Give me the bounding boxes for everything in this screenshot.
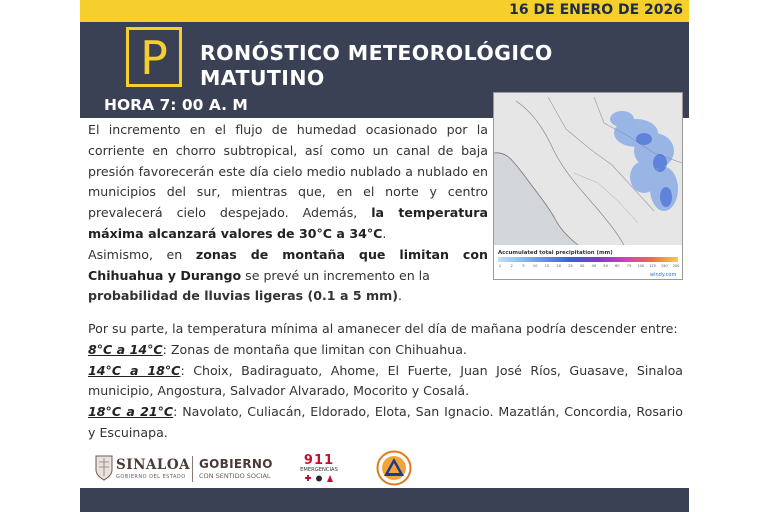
map-legend-scale bbox=[498, 257, 678, 262]
forecast-paragraph-1 bbox=[88, 120, 488, 286]
map-legend-tick: 10 bbox=[532, 264, 538, 268]
sinaloa-shield-icon bbox=[94, 454, 114, 482]
emergency-911-logo bbox=[298, 453, 340, 485]
p1-text-2: . bbox=[382, 225, 387, 241]
p1-text-1: El incremento en el flujo de humedad ocasionado por la corriente en chorro subtropical, así como un canal de baja presión favorecerán este día cielo medio nublado a nublado en municipios del sur, mientras que, en el norte y centro prevalecerá cielo despejado. Además, bbox=[88, 122, 488, 221]
forecast-paragraph-2 bbox=[88, 286, 683, 307]
map-legend-tick: 5 bbox=[522, 264, 525, 268]
title-initial: P bbox=[140, 31, 168, 85]
report-time: HORA 7: 00 A. M bbox=[104, 96, 248, 114]
map-legend-tick: 100 bbox=[637, 264, 645, 268]
civil-protection-emblem-icon bbox=[376, 450, 412, 486]
p1-text-3: Asimismo, en bbox=[88, 246, 196, 262]
range-1-text: : Zonas de montaña que limitan con Chihuahua. bbox=[162, 341, 467, 357]
p2-bold-1: probabilidad de lluvias ligeras (0.1 a 5 mm) bbox=[88, 288, 398, 303]
p1-text-4: se prevé un incremento en la bbox=[241, 267, 430, 283]
p1-bold-1: la temperatura máxima alcanzará valores de 30°C a 34°C bbox=[88, 205, 488, 241]
map-brand: windy.com bbox=[650, 272, 677, 278]
forecast-paragraph-3 bbox=[88, 319, 683, 444]
map-legend-tick: 60 bbox=[615, 264, 620, 268]
range-2: 14°C a 18°C bbox=[88, 362, 181, 378]
gobierno-logo-text: GOBIERNO bbox=[199, 457, 273, 471]
map-legend-tick: 150 bbox=[660, 264, 668, 268]
map-legend-tick: 125 bbox=[649, 264, 656, 268]
map-legend-tick: 25 bbox=[568, 264, 573, 268]
emergency-911-subtext: EMERGENCIAS bbox=[300, 467, 338, 473]
range-1: 8°C a 14°C bbox=[88, 341, 163, 357]
forecast-card bbox=[80, 0, 689, 512]
map-legend-tick: 15 bbox=[544, 264, 550, 268]
title-initial-box bbox=[126, 27, 182, 87]
bottom-bar bbox=[80, 488, 689, 512]
date-label: 16 DE ENERO DE 2026 bbox=[509, 2, 683, 18]
map-legend-tick: 20 bbox=[556, 264, 561, 268]
footer-logos bbox=[80, 448, 689, 488]
precipitation-map bbox=[493, 92, 683, 280]
map-legend-tick: 50 bbox=[603, 264, 608, 268]
precipitation-map-graphic bbox=[494, 93, 682, 279]
emergency-icons bbox=[304, 474, 334, 483]
map-legend-tick: 200 bbox=[672, 264, 680, 268]
map-legend-tick: 2 bbox=[510, 264, 513, 268]
sinaloa-logo-subtext: GOBIERNO DEL ESTADO bbox=[116, 474, 186, 480]
range-2-text: : Choix, Badiraguato, Ahome, El Fuerte, Juan José Ríos, Guasave, Sinaloa municipio, Angostura, Salvador Alvarado, Mocorito y Cosalá. bbox=[88, 362, 684, 399]
p1-bold-2: zonas de montaña que limitan con Chihuahua y Durango bbox=[88, 246, 488, 283]
date-bar bbox=[80, 0, 689, 22]
page-title-line1: RONÓSTICO METEOROLÓGICO bbox=[200, 41, 553, 65]
map-legend-title: Accumulated total precipitation (mm) bbox=[498, 250, 613, 256]
p2-text-1: . bbox=[397, 288, 402, 303]
page-title bbox=[200, 41, 553, 91]
logo-divider bbox=[192, 456, 193, 482]
map-legend-tick: 1 bbox=[498, 264, 502, 268]
p3-intro: Por su parte, la temperatura mínima al amanecer del día de mañana podría descender entre: bbox=[88, 321, 678, 336]
emergency-911-number: 911 bbox=[303, 453, 335, 468]
map-legend-tick: 30 bbox=[579, 264, 585, 268]
range-3-text: : Navolato, Culiacán, Eldorado, Elota, San Ignacio. Mazatlán, Concordia, Rosario y Escuinapa. bbox=[88, 404, 683, 440]
range-3: 18°C a 21°C bbox=[88, 404, 174, 420]
page-title-line2: MATUTINO bbox=[200, 66, 325, 90]
map-legend-tick: 40 bbox=[591, 264, 597, 268]
sinaloa-logo-text: SINALOA bbox=[116, 457, 191, 473]
gobierno-logo-subtext: CON SENTIDO SOCIAL bbox=[199, 472, 271, 480]
map-legend-tick: 75 bbox=[626, 264, 632, 268]
